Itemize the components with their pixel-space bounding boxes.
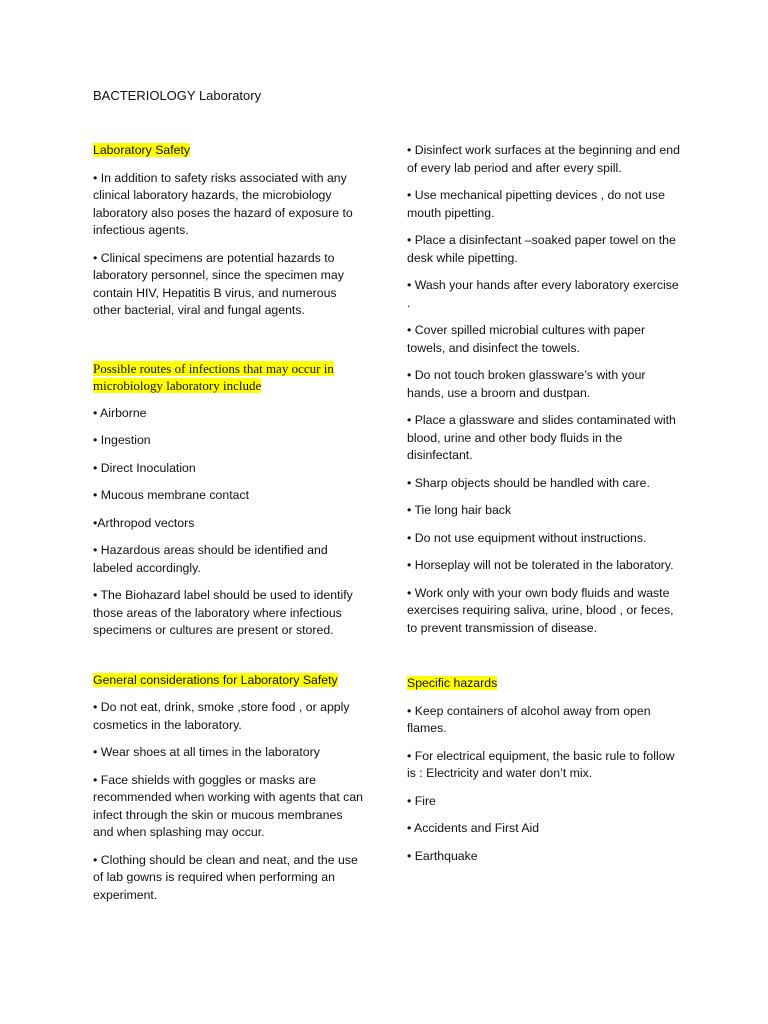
rule-item: • Place a disinfectant –soaked paper towel on the desk while pipetting. [407, 233, 676, 265]
rule-item: • Use mechanical pipetting devices , do not use mouth pipetting. [407, 188, 665, 220]
rule-item: • Do not touch broken glassware’s with your hands, use a broom and dustpan. [407, 368, 646, 400]
routes-item: • Direct Inoculation [93, 460, 196, 475]
rule-item: • Disinfect work surfaces at the beginning and end of every lab period and after every spill. [407, 143, 680, 175]
rule-item: • Do not use equipment without instructions. [407, 530, 647, 545]
routes-item: • Mucous membrane contact [93, 488, 250, 502]
general-item: • Wear shoes at all times in the laboratory [93, 745, 320, 759]
rule-item: • Tie long hair back [407, 503, 512, 517]
hazard-item: • Fire [407, 793, 436, 808]
specific-hazards-heading: Specific hazards [407, 676, 498, 690]
safety-item: • In addition to safety risks associated with any clinical laboratory hazards, the microbiology laboratory also poses the hazard of exposure to infectious agents. [93, 170, 353, 237]
rule-item: • Wash your hands after every laboratory exercise . [407, 278, 679, 310]
routes-item: •Arthropod vectors [93, 515, 195, 530]
hazard-item: • Earthquake [407, 848, 478, 863]
routes-item: • Hazardous areas should be identified and labeled accordingly. [93, 543, 328, 575]
general-considerations-heading: General considerations for Laboratory Safety [93, 672, 338, 687]
general-item: • Clothing should be clean and neat, and the use of lab gowns is required when performing an experiment. [93, 852, 358, 902]
general-item: • Face shields with goggles or masks are recommended when working with agents that can infect through the skin or mucous membranes and when splashing may occur. [93, 772, 363, 839]
routes-item: • Airborne [93, 405, 147, 420]
page-title: BACTERIOLOGY Laboratory [93, 88, 262, 103]
hazard-item: • Keep containers of alcohol away from open flames. [407, 703, 651, 735]
routes-item: • Ingestion [93, 433, 151, 447]
hazard-item: • Accidents and First Aid [407, 821, 540, 835]
general-item: • Do not eat, drink, smoke ,store food , or apply cosmetics in the laboratory. [93, 700, 350, 732]
rule-item: • Horseplay will not be tolerated in the laboratory. [407, 558, 674, 572]
left-column [93, 142, 363, 914]
routes-item: • The Biohazard label should be used to identify those areas of the laboratory where infectious specimens or cultures are present or stored. [93, 588, 353, 637]
rule-item: • Cover spilled microbial cultures with paper towels, and disinfect the towels. [407, 323, 646, 355]
hazard-item: • For electrical equipment, the basic rule to follow is : Electricity and water don’t mix. [407, 748, 675, 780]
laboratory-safety-heading: Laboratory Safety [93, 143, 191, 157]
routes-heading: Possible routes of infections that may occur in microbiology laboratory include [93, 360, 334, 393]
safety-item: • Clinical specimens are potential hazards to laboratory personnel, since the specimen may contain HIV, Hepatitis B virus, and numerous other bacterial, viral and fungal agents. [93, 250, 344, 317]
right-column [407, 142, 682, 875]
rule-item: • Work only with your own body fluids and waste exercises requiring saliva, urine, blood , or feces, to prevent transmission of disease. [407, 585, 674, 635]
rule-item: • Sharp objects should be handled with care. [407, 475, 650, 490]
rule-item: • Place a glassware and slides contaminated with blood, urine and other body fluids in the disinfectant. [407, 413, 676, 462]
